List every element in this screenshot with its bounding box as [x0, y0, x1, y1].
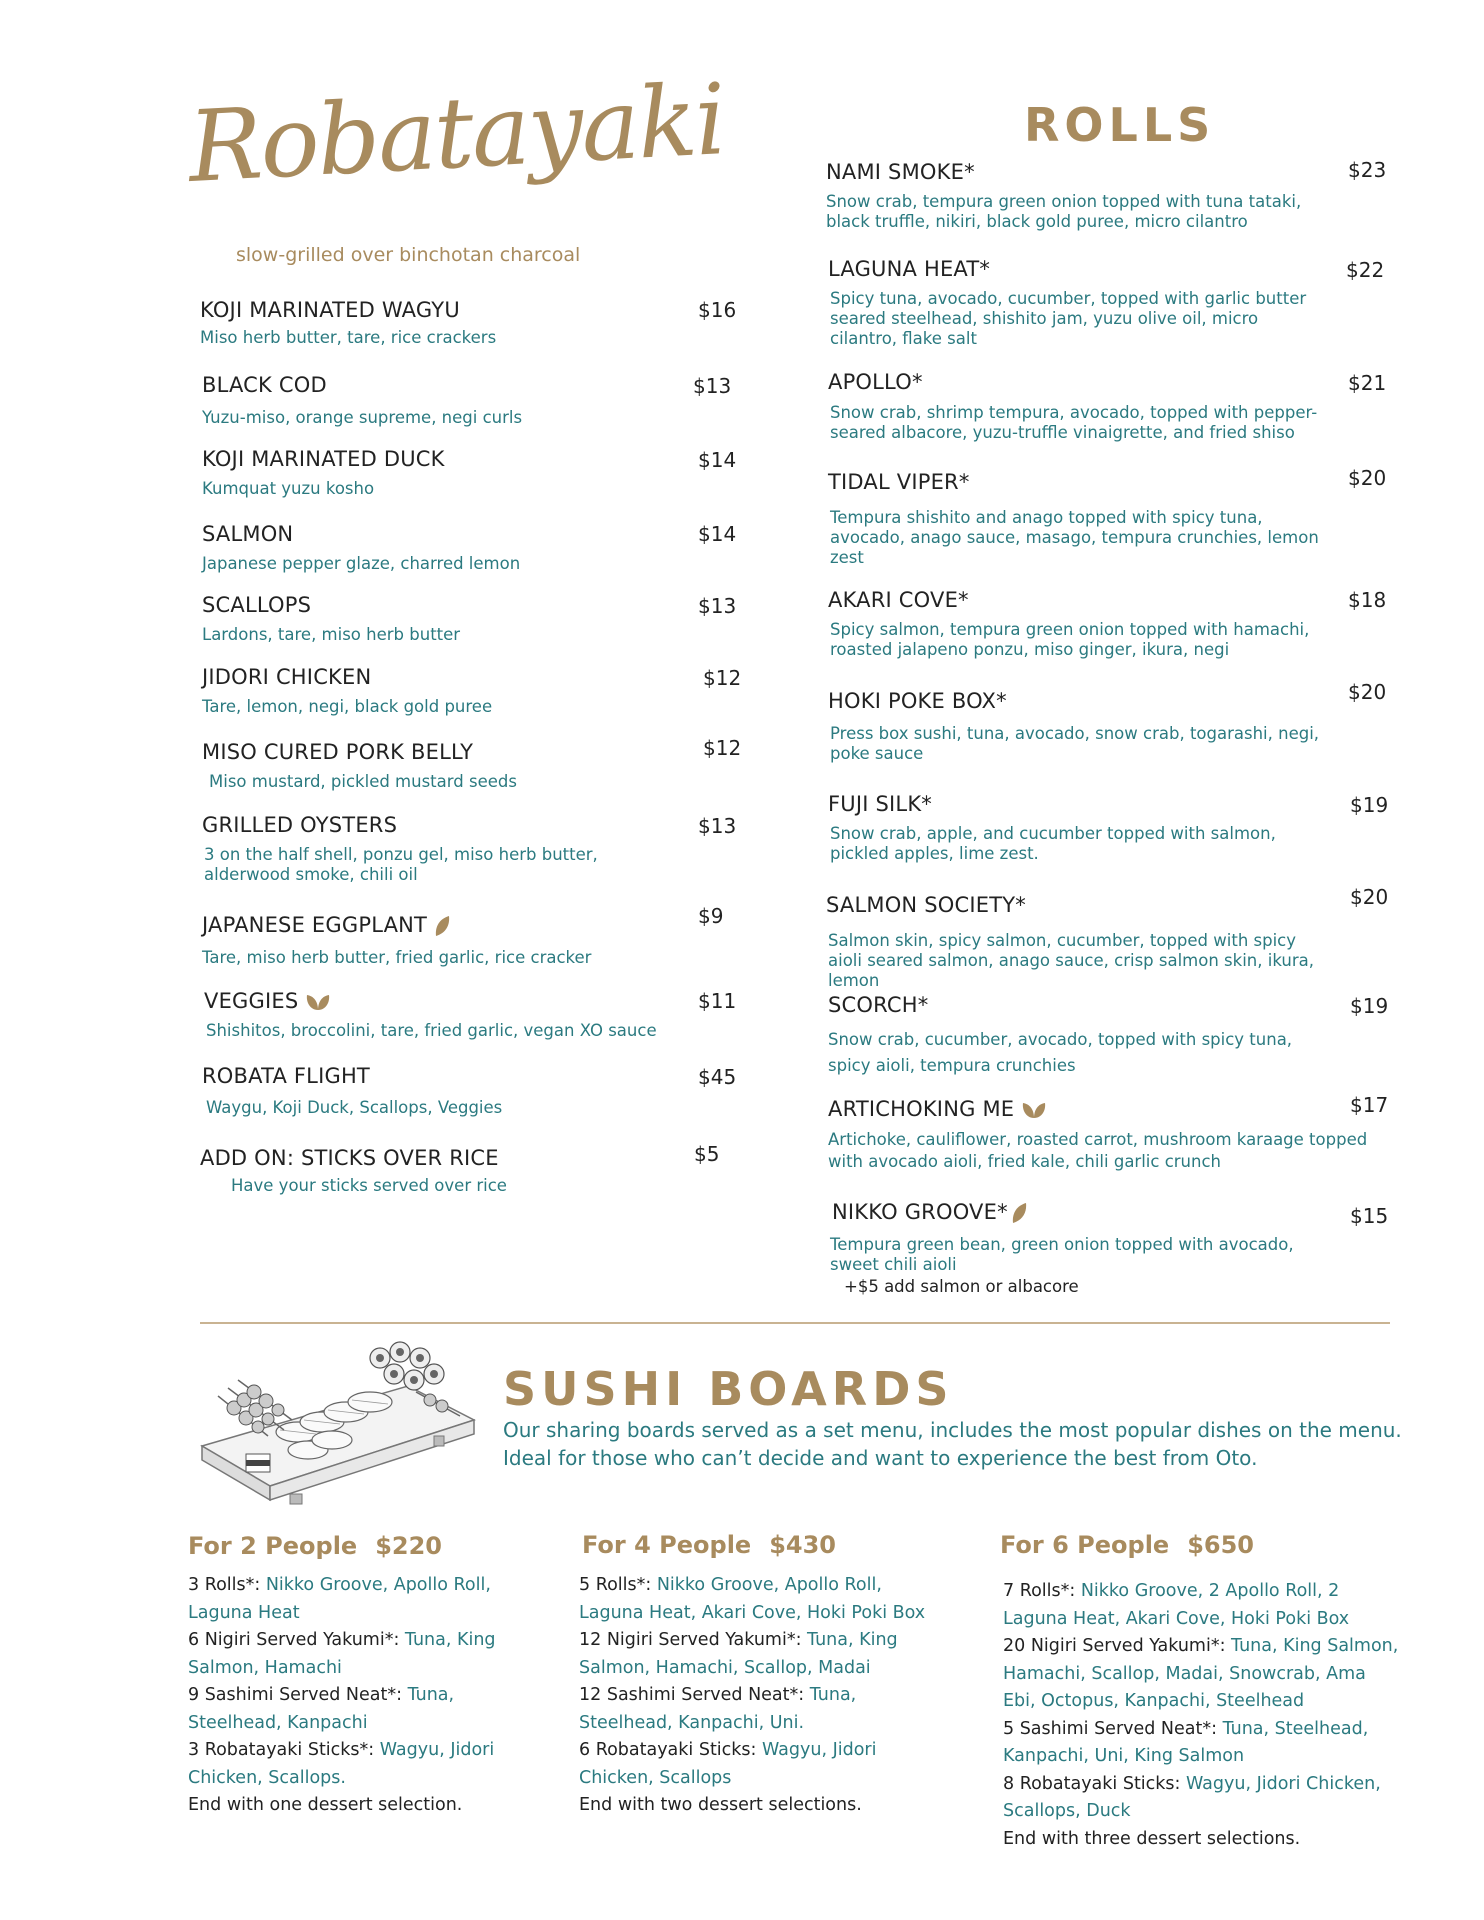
package-price: $220	[375, 1532, 442, 1560]
menu-item-desc: Have your sticks served over rice	[231, 1176, 507, 1195]
section-divider	[200, 1322, 1390, 1324]
sushi-boards-title: SUSHI BOARDS	[503, 1362, 954, 1416]
package-line-label: 5 Rolls*:	[579, 1575, 657, 1595]
package-line-items: Wagyu, Jidori Chicken, Scallops, Duck	[1003, 1773, 1381, 1821]
package-heading	[188, 1532, 442, 1560]
roll-price: $21	[1348, 371, 1387, 395]
package-line-items: Nikko Groove, 2 Apollo Roll, 2 Laguna Heat, Akari Cove, Hoki Poki Box	[1003, 1581, 1350, 1629]
menu-item-desc: Miso mustard, pickled mustard seeds	[209, 772, 517, 791]
menu-item-price: $14	[698, 522, 737, 546]
menu-item-name: BLACK COD	[202, 373, 327, 397]
roll-name: NAMI SMOKE*	[826, 160, 975, 184]
package-line-label: 12 Nigiri Served Yakumi*:	[579, 1630, 808, 1650]
roll-price: $19	[1350, 793, 1389, 817]
menu-item-desc: Japanese pepper glaze, charred lemon	[202, 554, 521, 573]
package-line-label: 3 Rolls*:	[188, 1575, 266, 1595]
menu-item-desc: Waygu, Koji Duck, Scallops, Veggies	[206, 1098, 503, 1117]
package-line-label: 6 Nigiri Served Yakumi*:	[188, 1630, 405, 1650]
package-end: End with one dessert selection.	[188, 1795, 463, 1815]
robatayaki-subtitle: slow-grilled over binchotan charcoal	[236, 244, 581, 266]
roll-price: $17	[1350, 1093, 1389, 1117]
leaf-icon	[1020, 1100, 1048, 1120]
menu-item-name	[204, 989, 332, 1013]
roll-name: AKARI COVE*	[828, 588, 969, 612]
menu-item-desc: Tare, lemon, negi, black gold puree	[202, 697, 493, 716]
roll-price: $19	[1350, 994, 1389, 1018]
roll-desc: Snow crab, cucumber, avocado, topped with spicy tuna, spicy aioli, tempura crunchies	[828, 1030, 1293, 1075]
roll-desc: Spicy tuna, avocado, cucumber, topped with garlic butter seared steelhead, shishito jam, yuzu olive oil, micro cilantro, flake salt	[830, 289, 1307, 348]
package-price: $430	[769, 1531, 836, 1559]
package-line-items: Tuna, Steelhead, Kanpachi	[188, 1685, 455, 1733]
roll-name	[828, 1097, 1048, 1121]
package-heading	[1000, 1531, 1254, 1559]
robatayaki-title: Robatayaki	[185, 63, 728, 205]
rolls-title: ROLLS	[1024, 98, 1216, 152]
package-line-label: 5 Sashimi Served Neat*:	[1003, 1718, 1223, 1739]
menu-item-name: GRILLED OYSTERS	[202, 813, 398, 837]
package-line-items: Nikko Groove, Apollo Roll, Laguna Heat, Akari Cove, Hoki Poki Box	[579, 1575, 926, 1623]
sushi-boards-desc: Our sharing boards served as a set menu, includes the most popular dishes on the menu. Ideal for those who can’t decide and want to experience the best from Oto.	[503, 1418, 1402, 1470]
menu-item-price: $13	[698, 814, 737, 838]
menu-item-price: $45	[698, 1065, 737, 1089]
roll-price: $22	[1346, 258, 1385, 282]
package-line-items: Tuna, King Salmon, Hamachi, Scallop, Madai	[579, 1630, 898, 1678]
roll-price: $18	[1348, 588, 1387, 612]
sushi-board-illustration	[198, 1336, 478, 1512]
package-line-items: Tuna, King Salmon, Hamachi	[188, 1630, 496, 1678]
package-end: End with two dessert selections.	[579, 1795, 862, 1815]
menu-item-price: $13	[693, 374, 732, 398]
menu-item-name: SALMON	[202, 522, 294, 546]
menu-item-price: $11	[698, 989, 737, 1013]
roll-price: $23	[1348, 158, 1387, 182]
menu-item-name: ROBATA FLIGHT	[202, 1064, 370, 1088]
package-title: For 4 People	[582, 1531, 752, 1559]
roll-name: SCORCH*	[828, 993, 929, 1017]
menu-item-name: KOJI MARINATED DUCK	[202, 447, 445, 471]
package-line-label: 7 Rolls*:	[1003, 1581, 1081, 1601]
menu-item-name: KOJI MARINATED WAGYU	[200, 298, 460, 322]
roll-name: APOLLO*	[828, 370, 923, 394]
package-title: For 6 People	[1000, 1531, 1170, 1559]
roll-price: $15	[1350, 1204, 1389, 1228]
menu-item-label: JAPANESE EGGPLANT	[202, 913, 428, 937]
package-line-label: 3 Robatayaki Sticks*:	[188, 1740, 380, 1760]
package-line-label: 9 Sashimi Served Neat*:	[188, 1685, 408, 1705]
roll-desc: Salmon skin, spicy salmon, cucumber, topped with spicy aioli seared salmon, anago sauce, crisp salmon skin, ikura, lemon	[828, 931, 1314, 990]
roll-name: HOKI POKE BOX*	[828, 689, 1007, 713]
package-line-items: Tuna, Steelhead, Kanpachi, Uni, King Salmon	[1003, 1718, 1369, 1766]
package-title: For 2 People	[188, 1532, 358, 1560]
menu-item-name: MISO CURED PORK BELLY	[202, 740, 474, 764]
package-price: $650	[1187, 1531, 1254, 1559]
roll-name: TIDAL VIPER*	[828, 470, 970, 494]
roll-desc: Snow crab, tempura green onion topped with tuna tataki, black truffle, nikiri, black gold puree, micro cilantro	[826, 192, 1302, 231]
roll-label: NIKKO GROOVE*	[832, 1200, 1008, 1224]
roll-desc: Snow crab, shrimp tempura, avocado, topped with pepper-seared albacore, yuzu-truffle vinaigrette, and fried shiso	[830, 403, 1318, 442]
menu-item-price: $9	[698, 904, 724, 928]
roll-label: ARTICHOKING ME	[828, 1097, 1015, 1121]
roll-desc: Artichoke, cauliflower, roasted carrot, mushroom karaage topped with avocado aioli, fried kale, chili garlic crunch	[828, 1130, 1368, 1171]
menu-item-name: ADD ON: STICKS OVER RICE	[200, 1146, 499, 1170]
menu-item-desc: Tare, miso herb butter, fried garlic, rice cracker	[202, 948, 592, 967]
menu-item-desc: Yuzu-miso, orange supreme, negi curls	[202, 408, 523, 427]
menu-item-label: VEGGIES	[204, 989, 299, 1013]
menu-item-name: JIDORI CHICKEN	[202, 665, 372, 689]
roll-name: SALMON SOCIETY*	[826, 893, 1026, 917]
package-contents	[579, 1572, 949, 1820]
package-line-items: Tuna, King Salmon, Hamachi, Scallop, Madai, Snowcrab, Ama Ebi, Octopus, Kanpachi, Steelhead	[1003, 1636, 1399, 1711]
package-line-items: Nikko Groove, Apollo Roll, Laguna Heat	[188, 1575, 491, 1623]
roll-desc: Spicy salmon, tempura green onion topped with hamachi, roasted jalapeno ponzu, miso ginger, ikura, negi	[830, 620, 1310, 659]
menu-item-name	[202, 913, 451, 937]
package-line-label: 20 Nigiri Served Yakumi*:	[1003, 1636, 1232, 1656]
menu-item-price: $12	[703, 736, 742, 760]
menu-item-price: $5	[694, 1142, 720, 1166]
package-line-label: 6 Robatayaki Sticks:	[579, 1740, 762, 1760]
roll-name: FUJI SILK*	[828, 792, 933, 816]
menu-item-desc: 3 on the half shell, ponzu gel, miso herb butter, alderwood smoke, chili oil	[204, 845, 598, 884]
menu-item-price: $12	[703, 666, 742, 690]
roll-price: $20	[1348, 466, 1387, 490]
roll-desc: Tempura shishito and anago topped with spicy tuna, avocado, anago sauce, masago, tempura crunchies, lemon zest	[830, 508, 1319, 567]
menu-item-price: $13	[698, 594, 737, 618]
package-heading	[582, 1531, 836, 1559]
leaf-icon	[1010, 1202, 1028, 1224]
package-line-label: 12 Sashimi Served Neat*:	[579, 1685, 810, 1705]
package-line-label: 8 Robatayaki Sticks:	[1003, 1773, 1186, 1794]
leaf-icon	[433, 915, 451, 937]
package-contents	[188, 1572, 508, 1820]
roll-desc: Snow crab, apple, and cucumber topped with salmon, pickled apples, lime zest.	[830, 824, 1276, 863]
package-line-items: Wagyu, Jidori Chicken, Scallops.	[188, 1740, 495, 1788]
roll-desc: Tempura green bean, green onion topped with avocado, sweet chili aioli	[830, 1235, 1294, 1274]
menu-item-desc: Miso herb butter, tare, rice crackers	[200, 328, 497, 347]
roll-price: $20	[1348, 680, 1387, 704]
menu-item-desc: Lardons, tare, miso herb butter	[202, 625, 461, 644]
package-end: End with three dessert selections.	[1003, 1828, 1301, 1849]
menu-item-price: $16	[698, 298, 737, 322]
roll-price: $20	[1350, 885, 1389, 909]
menu-item-desc: Shishitos, broccolini, tare, fried garlic, vegan XO sauce	[206, 1021, 657, 1040]
leaf-icon	[304, 992, 332, 1012]
menu-item-price: $14	[698, 448, 737, 472]
package-line-items: Wagyu, Jidori Chicken, Scallops	[579, 1740, 877, 1788]
roll-name: LAGUNA HEAT*	[828, 257, 991, 281]
roll-desc: Press box sushi, tuna, avocado, snow crab, togarashi, negi, poke sauce	[830, 724, 1320, 763]
menu-item-name: SCALLOPS	[202, 593, 312, 617]
package-line-items: Tuna, Steelhead, Kanpachi, Uni.	[579, 1685, 857, 1733]
roll-name	[832, 1200, 1028, 1224]
menu-item-desc: Kumquat yuzu kosho	[202, 479, 375, 498]
package-contents	[1003, 1578, 1403, 1853]
roll-note: +$5 add salmon or albacore	[844, 1277, 1079, 1296]
